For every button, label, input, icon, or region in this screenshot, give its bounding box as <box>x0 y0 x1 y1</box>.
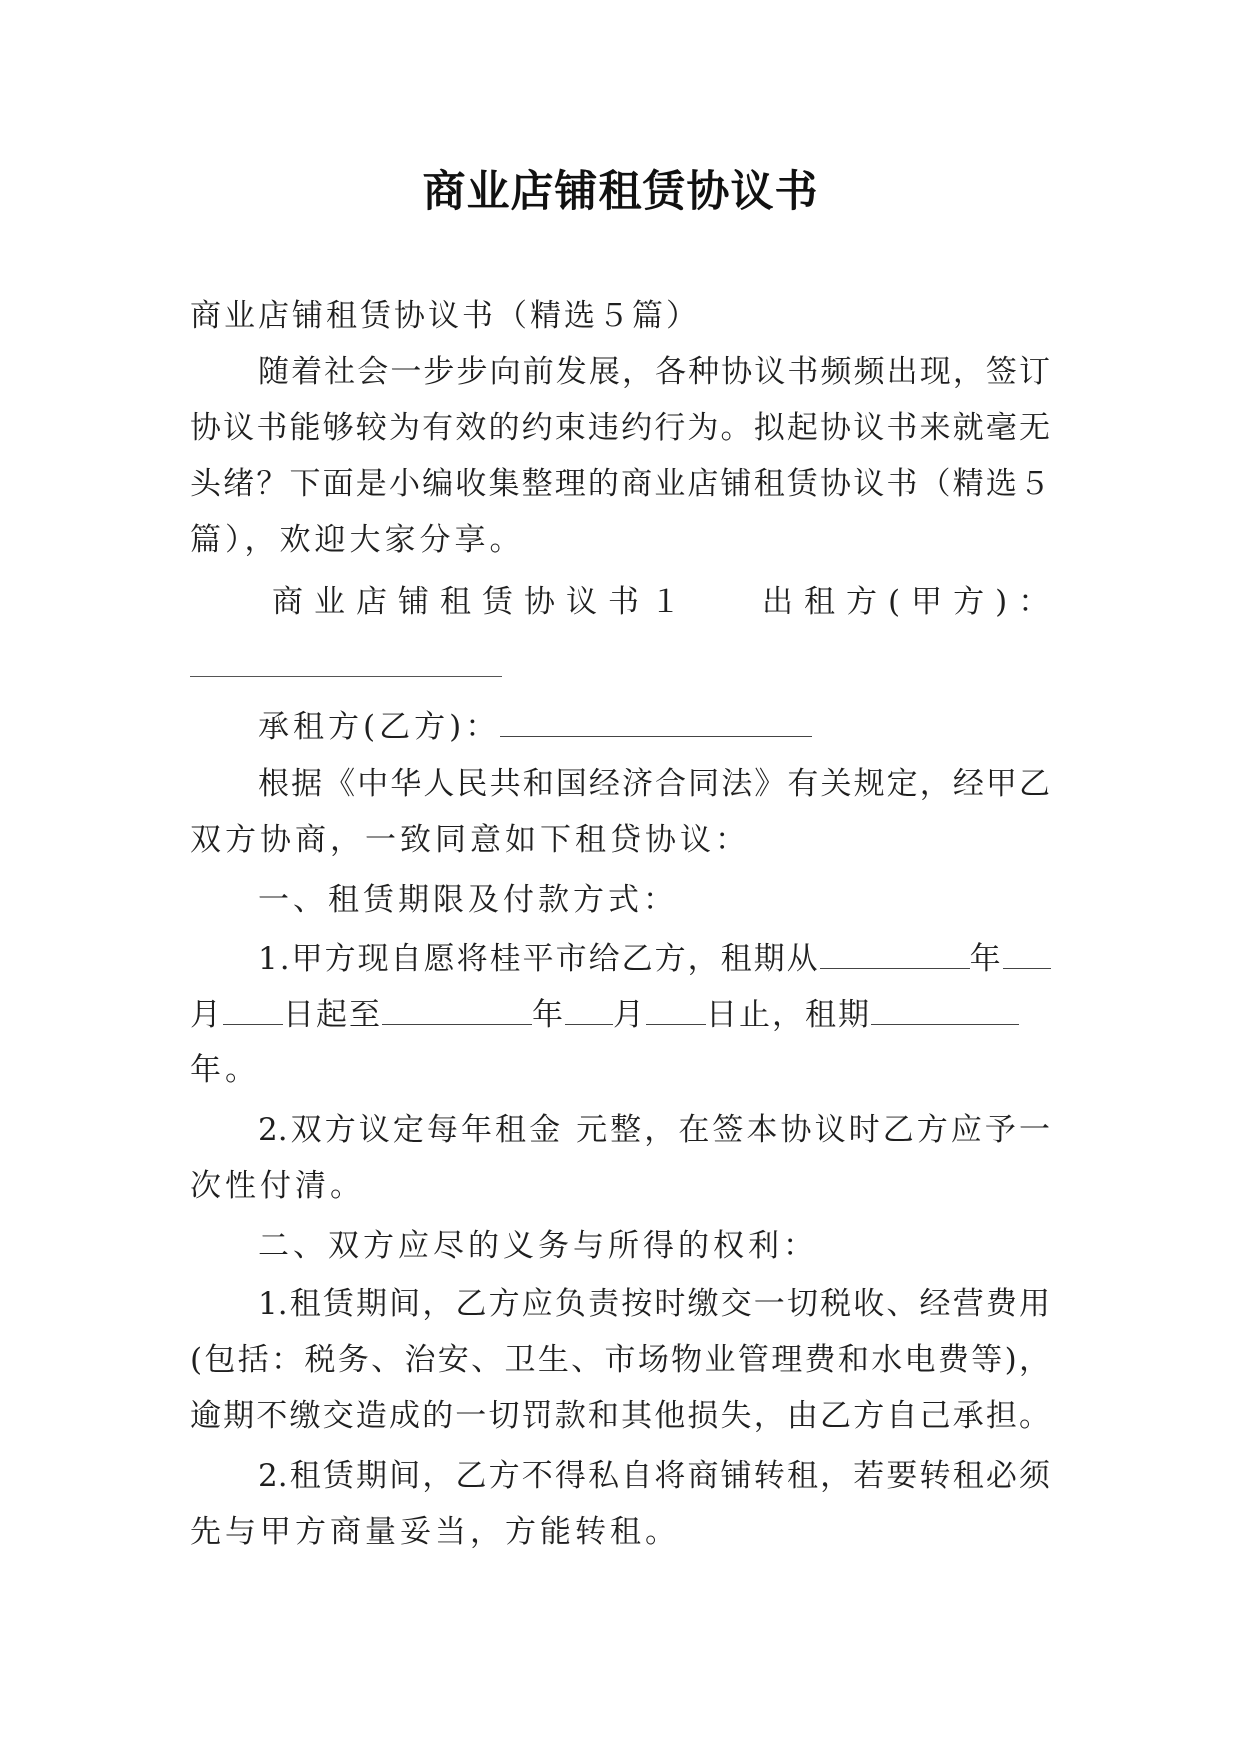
clause2-1-line-1: 1.租赁期间，乙方应负责按时缴交一切税收、经营费用 <box>258 1286 1050 1322</box>
intro-line-3: 头绪？下面是小编收集整理的商业店铺租赁协议书（精选５ <box>190 466 1050 502</box>
lessee-signature-line <box>500 706 812 737</box>
clause1-1-text-f: 月 <box>613 997 646 1033</box>
clause1-1-text-g: 日止，租期 <box>706 997 871 1033</box>
clause1-2-line-2: 次性付清。 <box>190 1168 365 1204</box>
clause1-1-text-e: 年 <box>532 997 565 1033</box>
document-title: 商业店铺租赁协议书 <box>422 167 819 217</box>
clause1-1-text-c: 月 <box>190 997 223 1033</box>
clause1-2-line-1: 2.双方议定每年租金 元整，在签本协议时乙方应予一 <box>258 1112 1050 1148</box>
basis-line-1: 根据《中华人民共和国经济合同法》有关规定，经甲乙 <box>258 766 1050 802</box>
clause1-1-text-d: 日起至 <box>283 997 382 1033</box>
section2-heading: 二、双方应尽的义务与所得的权利： <box>258 1228 818 1264</box>
intro-line-2: 协议书能够较为有效的约束违约行为。拟起协议书来就毫无 <box>190 410 1050 446</box>
term-years-blank <box>871 994 1019 1025</box>
document-subtitle: 商业店铺租赁协议书（精选５篇） <box>190 298 700 334</box>
start-year-blank <box>820 938 970 969</box>
intro-line-1: 随着社会一步步向前发展，各种协议书频频出现，签订 <box>258 354 1050 390</box>
basis-line-2: 双方协商，一致同意如下租贷协议： <box>190 822 750 858</box>
clause1-1-line-1 <box>258 938 1050 979</box>
section1-heading: 一、租赁期限及付款方式： <box>258 882 678 918</box>
start-day-blank <box>223 994 283 1025</box>
end-month-blank <box>565 994 613 1025</box>
end-year-blank <box>382 994 532 1025</box>
clause1-1-text-a: 1.甲方现自愿将桂平市给乙方，租期从 <box>258 941 820 977</box>
clause2-2-line-2: 先与甲方商量妥当，方能转租。 <box>190 1514 680 1550</box>
clause1-1-text-b: 年 <box>969 941 1003 977</box>
clause2-1-line-2: (包括：税务、治安、卫生、市场物业管理费和水电费等)， <box>190 1342 1050 1378</box>
clause2-2-line-1: 2.租赁期间，乙方不得私自将商铺转租，若要转租必须 <box>258 1458 1050 1494</box>
agreement-heading: 商业店铺租赁协议书１ <box>272 584 692 620</box>
lessee-line <box>258 706 1050 747</box>
lessor-label: 出租方(甲方)： <box>762 584 1061 620</box>
lessee-label: 承租方(乙方)： <box>258 709 501 745</box>
start-month-blank <box>1003 938 1051 969</box>
lessor-signature-line <box>190 676 502 677</box>
clause1-1-line-3: 年。 <box>190 1052 260 1088</box>
intro-line-4: 篇），欢迎大家分享。 <box>190 522 525 558</box>
end-day-blank <box>646 994 706 1025</box>
clause2-1-line-3: 逾期不缴交造成的一切罚款和其他损失，由乙方自己承担。 <box>190 1398 1050 1434</box>
clause1-1-line-2 <box>190 994 1050 1035</box>
